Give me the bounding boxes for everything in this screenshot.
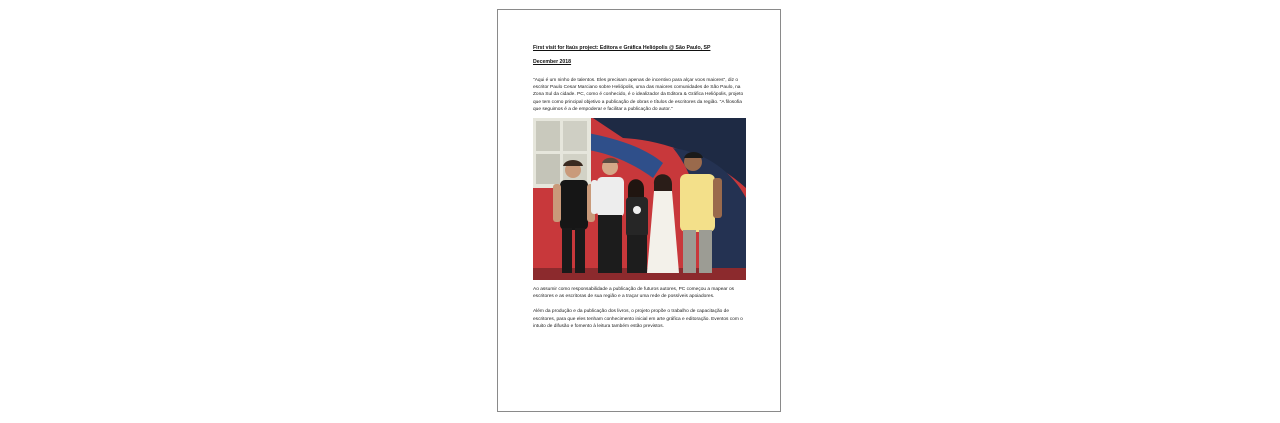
document-date: December 2018 (533, 59, 572, 65)
document-content (533, 45, 748, 330)
group-photo-image (533, 118, 746, 280)
paragraph-3: Além da produção e da publicação dos livros, o projeto propõe o trabalho de capacitação de escritores, para que eles tenham conhecimento inicial em arte gráfica e editoração. Eventos com o intuito de difusão e fomento à leitura também estão previstos. (533, 309, 743, 329)
document-page (497, 9, 781, 412)
group-photo (533, 118, 746, 280)
document-title: First visit for Itaús project: Editora e Gráfica Heliópolis @ São Paulo, SP (533, 45, 711, 51)
paragraph-2: Ao assumir como responsabilidade a publicação de futuros autores, PC começou a mapear os escritores e as escritoras de sua região e a traçar uma rede de possíveis apoiadores. (533, 287, 735, 300)
quote-paragraph: "Aqui é um ninho de talentos. Eles precisam apenas de incentivo para alçar voos maiores", diz o escritor Paulo Cesar Marciano sobre Heliópolis, uma das maiores comunidades de São Paulo, na Zona Sul da cidade. PC, como é conhecido, é o idealizador da Editora & Gráfica Heliópolis, projeto que tem como principal objetivo a publicação de obras e títulos de escritores da região. "A filosofia que seguimos é a de empoderar e facilitar a publicação do autor." (533, 78, 744, 112)
